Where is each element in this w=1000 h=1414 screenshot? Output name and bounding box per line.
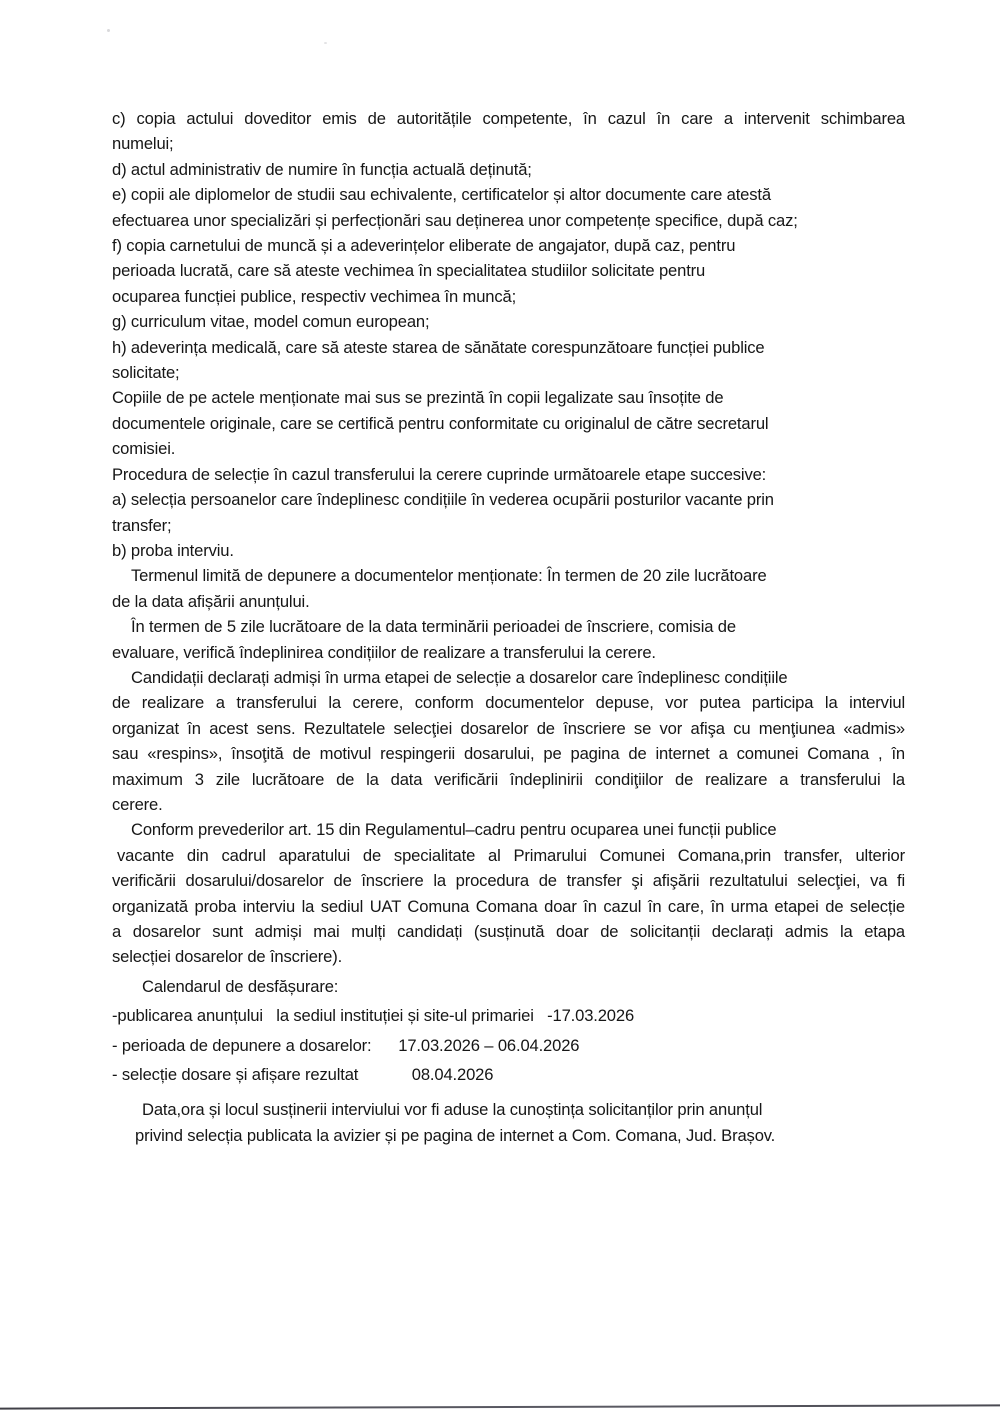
- text-line: d) actul administrativ de numire în funcția actuală deținută;: [112, 159, 532, 179]
- text-line: h) adeverința medicală, care să ateste starea de sănătate corespunzătoare funcției publice: [112, 337, 765, 357]
- text-line: Candidații declarați admiși în urma etapei de selecție a dosarelor care îndeplinesc condițiile: [131, 667, 788, 687]
- text-line: Procedura de selecție în cazul transferului la cerere cuprinde următoarele etape succesive:: [112, 464, 767, 484]
- scan-artifact-line: [0, 1404, 1000, 1410]
- text-line: numelui;: [112, 134, 174, 154]
- text-line: În termen de 5 zile lucrătoare de la data terminării perioadei de înscriere, comisia de: [131, 617, 736, 637]
- text-line: documentele originale, care se certifică pentru conformitate cu originalul de către secretarul: [112, 413, 769, 433]
- text-line: ocuparea funcției publice, respectiv vechimea în muncă;: [112, 286, 517, 306]
- text-line: comisiei.: [112, 439, 176, 459]
- text-line: e) copii ale diplomelor de studii sau echivalente, certificatelor și altor documente care atestă: [112, 185, 771, 205]
- text-line: b) proba interviu.: [112, 540, 234, 560]
- text-line: verificării dosarului/dosarelor de înscriere la procedura de transfer şi afişării rezultatului selecţiei, va fi: [112, 871, 905, 891]
- calendar-line: - selecție dosare și afișare rezultat 08.04.2026: [112, 1065, 494, 1085]
- text-line: de la data afișării anunțului.: [112, 591, 310, 611]
- text-line: f) copia carnetului de muncă și a adeverințelor eliberate de angajator, după caz, pentru: [112, 236, 736, 256]
- text-line: Calendarul de desfășurare:: [142, 976, 339, 996]
- text-line: Termenul limită de depunere a documentelor menționate: În termen de 20 zile lucrătoare: [131, 566, 767, 586]
- text-line: g) curriculum vitae, model comun european;: [112, 312, 430, 332]
- text-line: maximum 3 zile lucrătoare de la data verificării îndeplinirii condiţiilor de realizare a transferului la: [112, 769, 905, 789]
- text-line: efectuarea unor specializări și perfecționări sau deținerea unor competențe specifice, după caz;: [112, 210, 798, 230]
- text-line: solicitate;: [112, 363, 180, 383]
- text-line: a dosarelor sunt admiși mai mulți candidați (susținută doar de solicitanții declarați admis la etapa: [112, 922, 905, 941]
- text-line: selecției dosarelor de înscriere).: [112, 947, 343, 967]
- text-line: sau «respins», însoţită de motivul respingerii dosarului, pe pagina de internet a comunei Comana , în: [112, 744, 905, 764]
- text-line: c) copia actului doveditor emis de autoritățile competente, în cazul în care a intervenit schimbarea: [112, 109, 905, 128]
- calendar-line: - perioada de depunere a dosarelor: 17.03.2026 – 06.04.2026: [112, 1035, 580, 1055]
- text-line: a) selecția persoanelor care îndeplinesc condițiile în vederea ocupării posturilor vacante prin: [112, 490, 774, 510]
- text-line: cerere.: [112, 794, 163, 814]
- text-line: privind selecția publicata la avizier și pe pagina de internet a Com. Comana, Jud. Brașov.: [135, 1125, 776, 1145]
- text-line: Conform prevederilor art. 15 din Regulamentul–cadru pentru ocuparea unei funcții publice: [131, 820, 777, 840]
- text-line: perioada lucrată, care să ateste vechimea în specialitatea studiilor solicitate pentru: [112, 261, 706, 281]
- calendar-line: -publicarea anunțului la sediul instituției și site-ul primariei -17.03.2026: [112, 1006, 635, 1026]
- document-text-block: [112, 106, 905, 1148]
- scan-speck: [324, 42, 327, 44]
- text-line: de realizare a transferului la cerere, conform documentelor depuse, vor putea participa la interviul: [112, 693, 905, 713]
- scan-speck: [107, 29, 110, 32]
- text-line: organizat în acest sens. Rezultatele selecţiei dosarelor de înscriere se vor afişa cu menţiunea «admis»: [112, 718, 905, 738]
- text-line: evaluare, verifică îndeplinirea condițiilor de realizare a transferului la cerere.: [112, 642, 656, 662]
- text-line: vacante din cadrul aparatului de specialitate al Primarului Comunei Comana,prin transfer, ulterior: [117, 845, 905, 865]
- text-line: transfer;: [112, 515, 172, 535]
- text-line: Data,ora și locul susținerii interviului vor fi aduse la cunoștința solicitanților prin anunțul: [142, 1100, 763, 1120]
- text-line: Copiile de pe actele menționate mai sus se prezintă în copii legalizate sau însoțite de: [112, 388, 724, 408]
- text-line: organizată proba interviu la sediul UAT Comuna Comana doar în cazul în care, în urma etapei de selecție: [112, 896, 905, 916]
